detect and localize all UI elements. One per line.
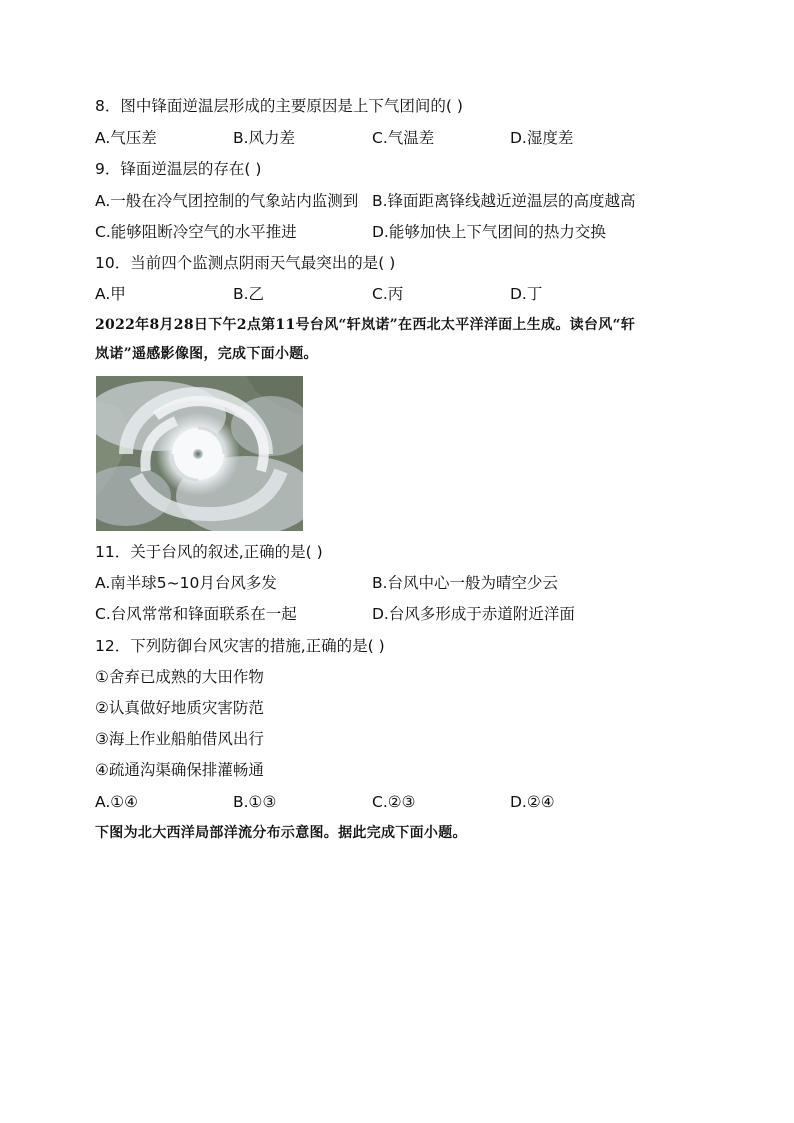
q11-option-d[interactable]: D.台风多形成于赤道附近洋面 xyxy=(372,605,575,623)
q9-option-b[interactable]: B.锋面距离锋线越近逆温层的高度越高 xyxy=(372,192,636,210)
q11-option-c[interactable]: C.台风常常和锋面联系在一起 xyxy=(95,605,297,623)
q10-option-a[interactable]: A.甲 xyxy=(95,285,126,303)
q12-item-1: ①舍弃已成熟的大田作物 xyxy=(95,668,264,686)
q12-option-b[interactable]: B.①③ xyxy=(233,793,277,811)
q11-option-b[interactable]: B.台风中心一般为晴空少云 xyxy=(372,574,559,592)
q8-option-d[interactable]: D.湿度差 xyxy=(510,129,574,147)
question-11-stem: 11．关于台风的叙述,正确的是( ) xyxy=(95,543,323,561)
q9-option-d[interactable]: D.能够加快上下气团间的热力交换 xyxy=(372,223,606,241)
typhoon-intro-line-2: 岚诺”遥感影像图，完成下面小题。 xyxy=(95,346,318,362)
q8-option-a[interactable]: A.气压差 xyxy=(95,129,157,147)
q9-option-a[interactable]: A.一般在冷气团控制的气象站内监测到 xyxy=(95,192,359,210)
question-9-stem: 9．锋面逆温层的存在( ) xyxy=(95,160,262,178)
question-12-stem: 12．下列防御台风灾害的措施,正确的是( ) xyxy=(95,637,385,655)
q10-option-c[interactable]: C.丙 xyxy=(372,285,404,303)
q8-option-c[interactable]: C.气温差 xyxy=(372,129,435,147)
question-10-stem: 10．当前四个监测点阴雨天气最突出的是( ) xyxy=(95,254,396,272)
q11-option-a[interactable]: A.南半球5~10月台风多发 xyxy=(95,574,277,592)
q12-item-2: ②认真做好地质灾害防范 xyxy=(95,699,264,717)
q10-option-d[interactable]: D.丁 xyxy=(510,285,543,303)
q8-option-b[interactable]: B.风力差 xyxy=(233,129,296,147)
q12-option-a[interactable]: A.①④ xyxy=(95,793,139,811)
typhoon-intro-line-1: 2022年8月28日下午2点第11号台风“轩岚诺”在西北太平洋洋面上生成。读台风“轩 xyxy=(95,317,636,333)
q12-item-4: ④疏通沟渠确保排灌畅通 xyxy=(95,761,264,779)
q12-option-c[interactable]: C.②③ xyxy=(372,793,416,811)
q10-option-b[interactable]: B.乙 xyxy=(233,285,265,303)
q12-item-3: ③海上作业船舶借风出行 xyxy=(95,730,264,748)
q12-option-d[interactable]: D.②④ xyxy=(510,793,555,811)
atlantic-intro: 下图为北大西洋局部洋流分布示意图。据此完成下面小题。 xyxy=(95,825,467,841)
q9-option-c[interactable]: C.能够阻断冷空气的水平推进 xyxy=(95,223,297,241)
question-8-stem: 8．图中锋面逆温层形成的主要原因是上下气团间的( ) xyxy=(95,97,463,115)
typhoon-satellite-image xyxy=(96,376,303,531)
